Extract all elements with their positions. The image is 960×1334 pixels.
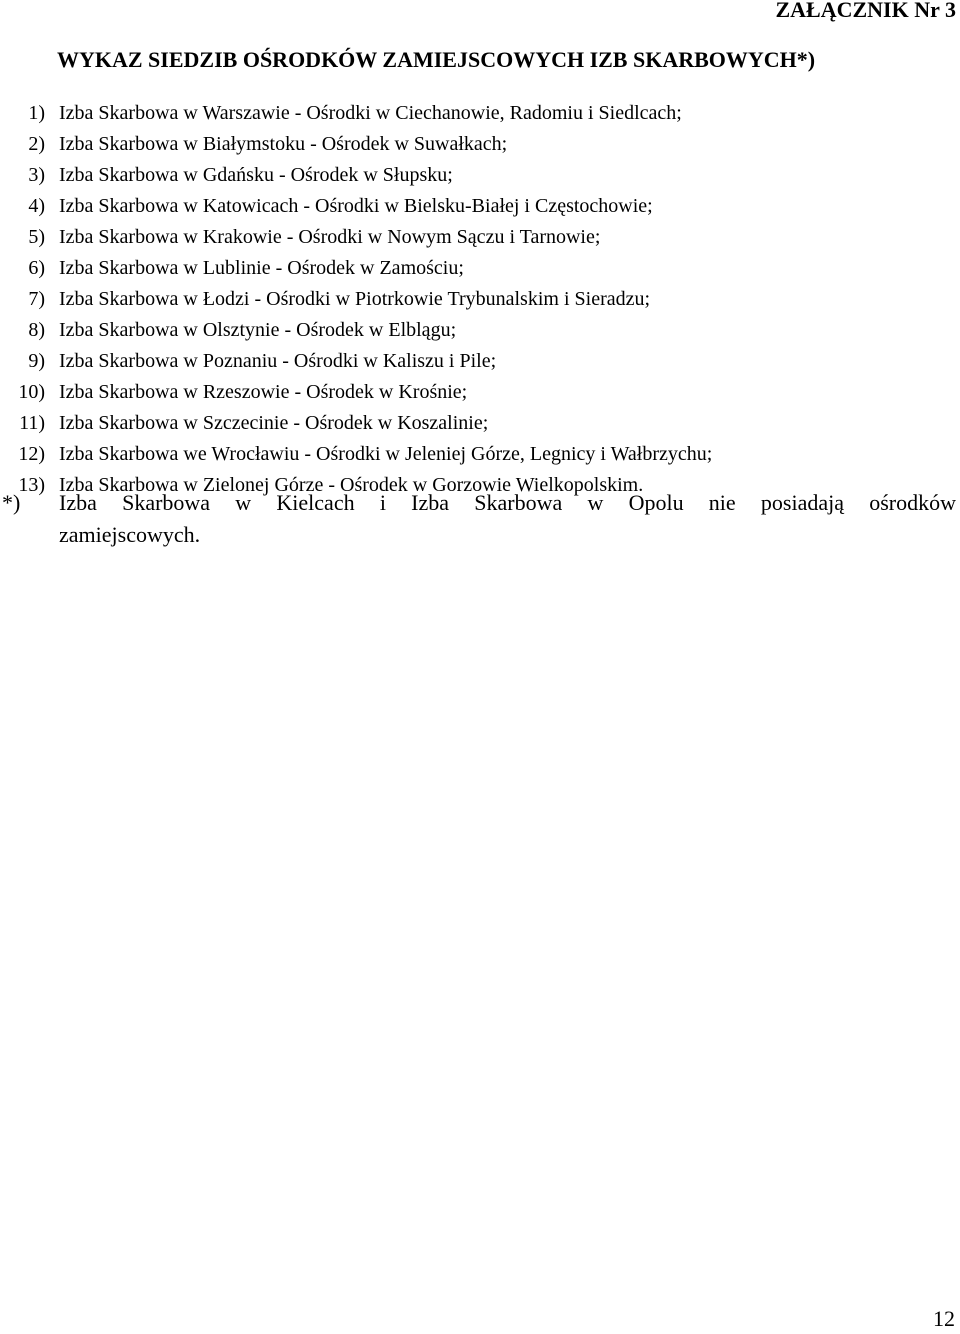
footnote-text-line1: Izba Skarbowa w Kielcach i Izba Skarbowa w Opolu nie posiadają ośrodków (59, 490, 956, 515)
footnote-marker: *) (2, 490, 21, 515)
list-item-number: 5) (28, 226, 45, 248)
list-item-text: Izba Skarbowa w Warszawie - Ośrodki w Ciechanowie, Radomiu i Siedlcach; (59, 102, 682, 124)
list-item-text: Izba Skarbowa w Lublinie - Ośrodek w Zamościu; (59, 257, 464, 279)
list-item (0, 315, 960, 346)
footnote-text-line2: zamiejscowych. (59, 522, 201, 547)
list-item-number: 4) (28, 195, 45, 217)
list-item-number: 13) (18, 474, 45, 496)
footnote (0, 487, 960, 551)
office-list (0, 98, 960, 501)
list-item-text: Izba Skarbowa w Rzeszowie - Ośrodek w Krośnie; (59, 381, 468, 403)
list-item-text: Izba Skarbowa w Szczecinie - Ośrodek w Koszalinie; (59, 412, 489, 434)
list-item-text: Izba Skarbowa w Łodzi - Ośrodki w Piotrkowie Trybunalskim i Sieradzu; (59, 288, 651, 310)
attachment-label: ZAŁĄCZNIK Nr 3 (775, 0, 956, 22)
list-item-text: Izba Skarbowa w Białymstoku - Ośrodek w Suwałkach; (59, 133, 508, 155)
list-item-number: 12) (18, 443, 45, 465)
list-item-number: 7) (28, 288, 45, 310)
list-item (0, 160, 960, 191)
list-item-number: 2) (28, 133, 45, 155)
list-item (0, 439, 960, 470)
list-item-text: Izba Skarbowa w Katowicach - Ośrodki w Bielsku-Białej i Częstochowie; (59, 195, 653, 217)
document-title: WYKAZ SIEDZIB OŚRODKÓW ZAMIEJSCOWYCH IZB SKARBOWYCH*) (57, 47, 816, 72)
list-item (0, 377, 960, 408)
list-item-number: 9) (28, 350, 45, 372)
list-item (0, 284, 960, 315)
list-item-text: Izba Skarbowa w Gdańsku - Ośrodek w Słupsku; (59, 164, 453, 186)
list-item (0, 408, 960, 439)
list-item (0, 191, 960, 222)
list-item (0, 98, 960, 129)
list-item-text: Izba Skarbowa w Poznaniu - Ośrodki w Kaliszu i Pile; (59, 350, 497, 372)
list-item-text: Izba Skarbowa w Zielonej Górze - Ośrodek w Gorzowie Wielkopolskim. (59, 474, 644, 496)
list-item-number: 11) (19, 412, 45, 434)
list-item (0, 222, 960, 253)
list-item-text: Izba Skarbowa w Olsztynie - Ośrodek w Elblągu; (59, 319, 457, 341)
list-item (0, 346, 960, 377)
list-item-text: Izba Skarbowa w Krakowie - Ośrodki w Nowym Sączu i Tarnowie; (59, 226, 601, 248)
list-item-text: Izba Skarbowa we Wrocławiu - Ośrodki w Jeleniej Górze, Legnicy i Wałbrzychu; (59, 443, 713, 465)
list-item-number: 6) (28, 257, 45, 279)
list-item (0, 129, 960, 160)
list-item-number: 3) (28, 164, 45, 186)
list-item-number: 10) (18, 381, 45, 403)
page-number: 12 (933, 1306, 955, 1331)
list-item-number: 1) (28, 102, 45, 124)
list-item (0, 253, 960, 284)
list-item-number: 8) (28, 319, 45, 341)
